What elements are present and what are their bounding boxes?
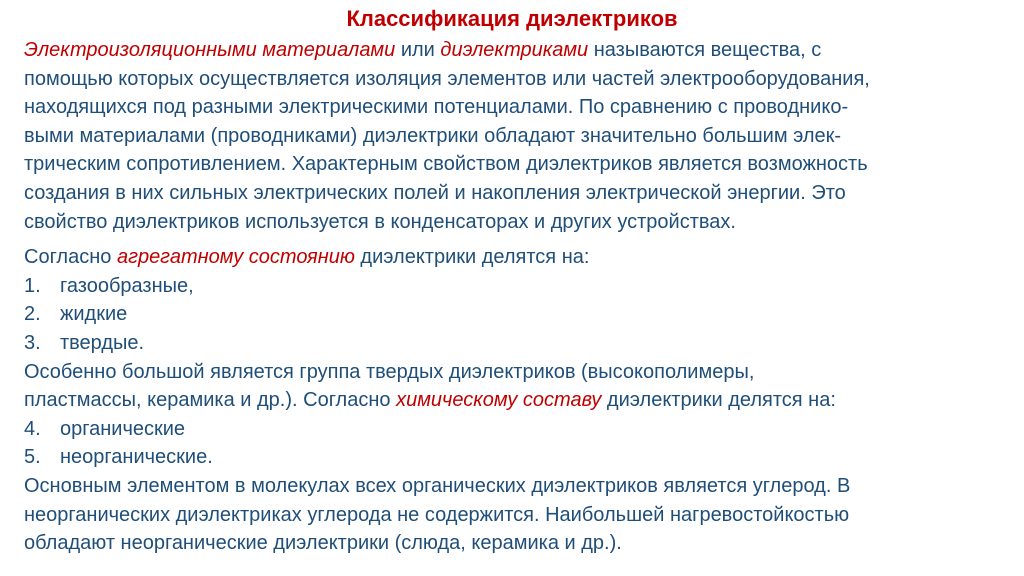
solid-line-2-prefix: пластмассы, керамика и др.). Согласно (24, 389, 397, 412)
intro-line-6: создания в них сильных электрических полей и накопления электрической энергии. Это (24, 181, 846, 204)
solid-line-2 (24, 386, 1016, 415)
solid-line-1: Особенно большой является группа твердых диэлектриков (высокополимеры, (24, 360, 755, 383)
intro-paragraph (24, 36, 1016, 236)
conclusion-line-3: обладают неорганические диэлектрики (слюда, керамика и др.). (24, 532, 622, 555)
intro-line-5: трическим сопротивлением. Характерным свойством диэлектриков является возможность (24, 153, 868, 176)
conclusion-line-1: Основным элементом в молекулах всех органических диэлектриков является углерод. В (24, 474, 851, 497)
list-text: жидкие (60, 303, 128, 326)
list-text: газообразные, (60, 274, 194, 297)
intro-line-1 (24, 36, 1016, 65)
list-item (24, 443, 1016, 472)
slide-body (24, 36, 1016, 558)
term-dielectrics: диэлектриками (440, 39, 589, 61)
aggregate-section (24, 243, 1016, 357)
solid-section (24, 358, 1016, 472)
aggregate-prefix: Согласно (24, 246, 117, 269)
list-item (24, 415, 1016, 444)
term-aggregate-state: агрегатному состоянию (116, 246, 355, 269)
list-number: 1. (24, 274, 41, 297)
intro-line-2: помощью которых осуществляется изоляция элементов или частей электрооборудования, (24, 67, 870, 90)
conclusion-paragraph (24, 472, 1016, 558)
list-number: 3. (24, 331, 41, 354)
term-chemical-composition: химическому составу (396, 389, 602, 412)
intro-line-7: свойство диэлектриков используется в конденсаторах и других устройствах. (24, 210, 736, 233)
aggregate-intro (24, 243, 1016, 272)
intro-conjunction: или (395, 39, 441, 61)
aggregate-suffix: диэлектрики делятся на: (354, 246, 590, 269)
list-number: 2. (24, 303, 41, 326)
intro-line-1-rest: называются вещества, с (588, 39, 822, 61)
list-item (24, 300, 1016, 329)
list-item (24, 329, 1016, 358)
list-number: 5. (24, 446, 41, 469)
list-item (24, 272, 1016, 301)
list-text: органические (60, 417, 186, 440)
conclusion-line-2: неорганических диэлектриках углерода не содержится. Наибольшей нагревостойкостью (24, 503, 850, 526)
list-text: неорганические. (60, 446, 213, 469)
intro-line-4: выми материалами (проводниками) диэлектрики обладают значительно большим элек- (24, 124, 842, 147)
list-text: твердые. (60, 331, 145, 354)
list-number: 4. (24, 417, 41, 440)
term-electroinsulating-materials: Электроизоляционными материалами (24, 39, 396, 61)
slide-title: Классификация диэлектриков (346, 6, 678, 31)
intro-line-3: находящихся под разными электрическими потенциалами. По сравнению с проводнико- (24, 96, 849, 119)
solid-line-2-suffix: диэлектрики делятся на: (601, 389, 836, 412)
